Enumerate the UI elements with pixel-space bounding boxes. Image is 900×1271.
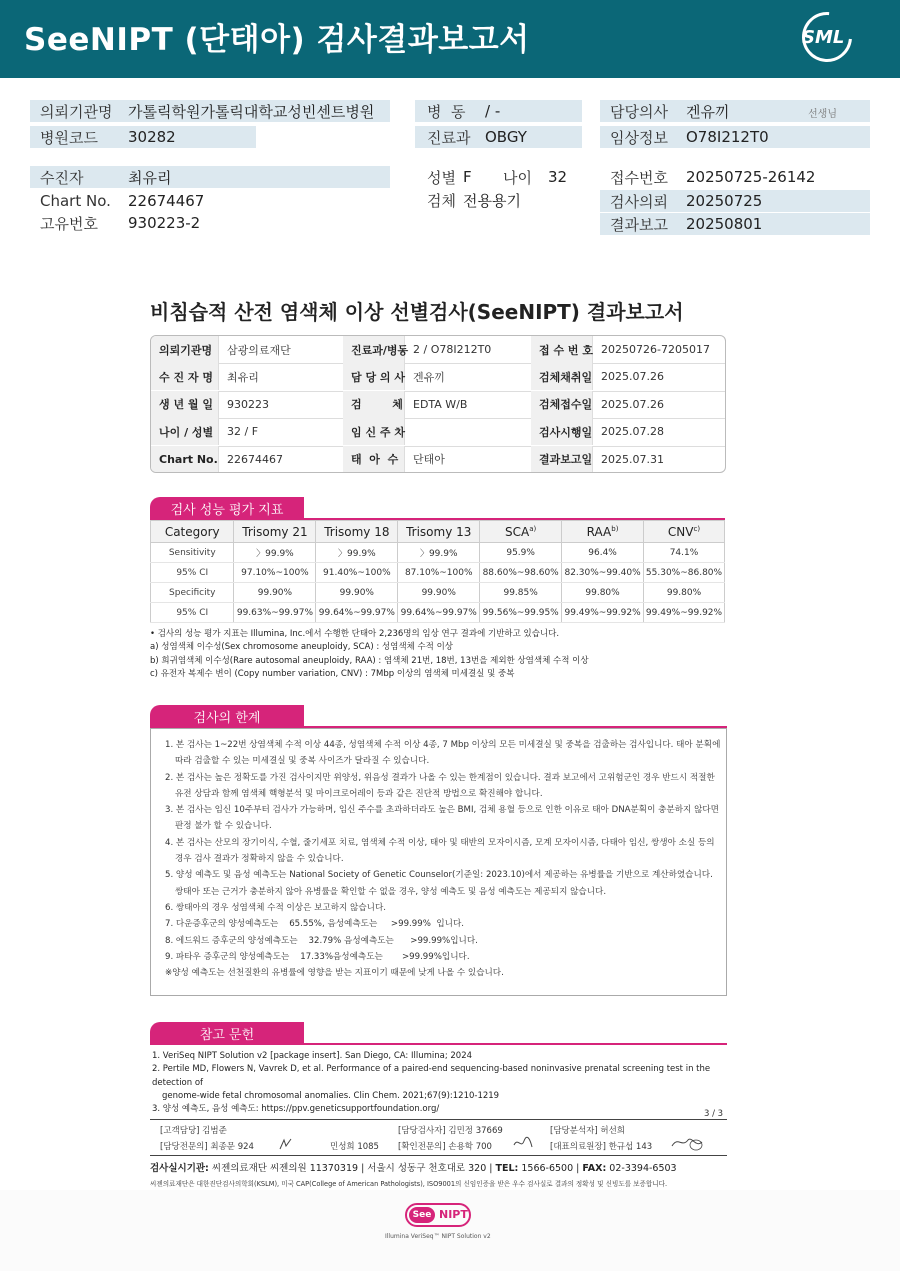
limit-line: 3. 본 검사는 임신 10주부터 검사가 가능하며, 임신 주수를 초과하더라도 높은 BMI, 검체 용혈 등으로 인한 이유로 태아 DNA분획이 충분하지 않다면 [165,805,719,816]
limit-line: 7. 다운증후군의 양성예측도는 65.55%, 음성예측도는 >99.99% 입니다. [165,919,464,930]
header-sca-sup: a) [529,524,537,533]
metric-value: 〉99.9% [316,543,398,563]
hospital-row [30,100,390,122]
report-value: 20250801 [686,215,763,233]
tel-label: TEL: [495,1163,519,1174]
clinical-value: O78I212T0 [686,128,769,146]
info-key: 생 년 월 일 [151,391,219,418]
logo-see: See [409,1207,435,1223]
metric-value: 74.1% [644,543,725,563]
staff-box [150,1119,727,1156]
info-key: 검체채취일 [531,363,593,390]
metric-value: 95.9% [480,543,562,563]
metric-value: 99.80% [562,583,644,603]
header-raa-text: RAA [586,524,612,539]
doctor-value: 겐유끼 [686,102,730,121]
info-key: 임 신 주 차 [343,418,405,445]
hospital-label: 의뢰기관명 [40,102,113,121]
metric-value: 99.85% [480,583,562,603]
note-line: • 검사의 성능 평가 지표는 Illumina, Inc.에서 수행한 단태아 2,236명의 임상 연구 결과에 기반하고 있습니다. [150,629,560,639]
dept-value: OBGY [485,128,527,146]
limit-line: 1. 본 검사는 1~22번 상염색체 수적 이상 44종, 성염색체 수적 이상 4종, 7 Mbp 이상의 모든 미세결실 및 중복을 검출하는 검사입니다. 태아 분획에 [165,740,721,750]
staff-director: [대표의료원장] 한규섭 143 [550,1142,653,1152]
uid-label: 고유번호 [40,214,98,233]
info-key: 진료과/병동 [343,336,405,363]
metric-value: 99.56%~99.95% [480,603,562,623]
performance-header-row [151,521,725,543]
receipt-label: 접수번호 [610,168,668,187]
metric-value: 〉99.9% [398,543,480,563]
address-label: 검사실시기관: [150,1163,209,1174]
metric-label: 95% CI [151,603,234,623]
doctor-suffix: 선생님 [808,109,837,120]
illumina-caption: Illumina VeriSeq™ NIPT Solution v2 [385,1233,491,1240]
staff-tech: [담당검사자] 김민정 37669 [398,1126,503,1136]
sml-logo [798,12,854,66]
request-row [600,190,870,212]
receipt-value: 20250725-26142 [686,168,816,186]
report-row [600,213,870,235]
performance-notes [150,628,589,681]
info-key: 의뢰기관명 [151,336,219,363]
seenipt-logo [405,1203,471,1227]
metric-value: 97.10%~100% [234,563,316,583]
doctor-row [600,100,870,122]
signature-icon [670,1134,704,1152]
hospital-code-label: 병원코드 [40,128,98,147]
staff-analyst: [담당분석자] 허선희 [550,1126,626,1136]
header-t21: Trisomy 21 [234,521,316,543]
info-key: 태 아 수 [343,446,405,473]
info-value: 20250726-7205017 [601,343,710,356]
uid-row [30,212,390,234]
name-value: 최유리 [128,168,172,187]
specimen-row [415,189,582,211]
references-section-title: 참고 문헌 [150,1022,304,1044]
chart-value: 22674467 [128,192,205,210]
info-key: 담 당 의 사 [343,363,405,390]
info-key: 접 수 번 호 [531,336,593,363]
info-value: 2025.07.26 [601,370,664,384]
info-key: 수 진 자 명 [151,363,219,390]
reference-line: genome-wide fetal chromosomal anomalies. Clin Chem. 2021;67(9):1210-1219 [162,1090,500,1101]
performance-row [151,563,725,583]
doctor-label: 담당의사 [610,102,668,121]
limits-list [165,737,719,981]
metric-value: 99.63%~99.97% [234,603,316,623]
staff-min: 민성희 1085 [330,1142,379,1152]
limit-line: 5. 양성 예측도 및 음성 예측도는 National Society of Genetic Counselor(기준일: 2023.10)에서 제공하는 유병률을 기반으로 계산하였습니다. [165,870,713,881]
references-divider [150,1043,727,1045]
limit-line: ※양성 예측도는 선천질환의 유병률에 영향을 받는 지표이기 때문에 낮게 나올 수 있습니다. [165,968,504,979]
info-value: 단태아 [413,453,445,467]
metric-label: Specificity [151,583,234,603]
header-t13: Trisomy 13 [398,521,480,543]
specimen-value: 전용용기 [463,191,521,210]
report-title: 비침습적 산전 염색체 이상 선별검사(SeeNIPT) 결과보고서 [150,300,684,324]
performance-section-title: 검사 성능 평가 지표 [150,497,304,519]
performance-row [151,583,725,603]
limit-line: 8. 에드워드 증후군의 양성예측도는 32.79% 음성예측도는 >99.99%입니다. [165,935,478,946]
uid-value: 930223-2 [128,214,201,232]
staff-confirm: [확인전문의] 손용학 700 [398,1142,492,1152]
metric-value: 99.64%~99.97% [398,603,480,623]
fax-label: FAX: [582,1163,607,1174]
info-value: 2 / O78I212T0 [413,343,492,356]
info-key: Chart No. [151,446,219,473]
metric-value: 82.30%~99.40% [562,563,644,583]
note-line: a) 성염색체 이수성(Sex chromosome aneuploidy, SCA) : 성염색체 수적 이상 [150,642,454,653]
reference-line: 2. Pertile MD, Flowers N, Vavrek D, et al. Performance of a paired-end sequencing-based noninvasive prenatal screening test in the detection of [152,1064,711,1088]
info-key: 검 체 [343,391,405,418]
limit-line: 따라 검출할 수 있는 미세결실 및 중복 사이즈가 달라질 수 있습니다. [175,756,430,767]
metric-value: 99.90% [316,583,398,603]
note-line: b) 희귀염색체 이수성(Rare autosomal aneuploidy, RAA) : 염색체 21번, 18번, 13번을 제외한 상염색체 수적 이상 [150,655,589,666]
info-value: 겐유끼 [413,370,445,384]
clinical-label: 임상정보 [610,128,668,147]
performance-row [151,543,725,563]
info-key: 결과보고일 [531,446,593,473]
hospital-code-value: 30282 [128,128,176,146]
metric-value: 91.40%~100% [316,563,398,583]
metric-value: 99.64%~99.97% [316,603,398,623]
metric-value: 96.4% [562,543,644,563]
limit-line: 6. 쌍태아의 경우 성염색체 수적 이상은 보고하지 않습니다. [165,902,386,913]
info-value: 삼광의료재단 [227,343,291,357]
specimen-label: 검체 [427,191,456,210]
info-value: EDTA W/B [413,397,468,411]
ward-label: 병 동 [427,102,466,121]
logo-nipt: NIPT [439,1208,468,1221]
limit-line: 유전 상담과 함께 염색체 핵형분석 및 마이크로어레이 등과 같은 진단적 방법으로 확진해야 합니다. [175,788,543,799]
sex-age-row [415,166,582,188]
chart-label: Chart No. [40,192,111,210]
address-text: 씨젠의료재단 씨젠의원 11370319 | 서울시 성동구 천호대로 320 | [208,1163,496,1174]
info-key: 검체접수일 [531,391,593,418]
staff-customer: [고객담당] 김범준 [160,1126,227,1136]
info-value: 2025.07.31 [601,452,664,466]
tel-value: 1566-6500 | [518,1163,583,1174]
metric-value: 99.90% [234,583,316,603]
header-t18: Trisomy 18 [316,521,398,543]
limit-line: 4. 본 검사는 산모의 장기이식, 수혈, 줄기세포 치료, 염색체 수적 이상, 태아 및 태반의 모자이시즘, 모계 모자이시즘, 다태아 임신, 쌍생아 소실 등의 [165,837,715,848]
performance-table [150,520,725,623]
ward-row [415,100,582,122]
dept-row [415,126,582,148]
performance-row [151,603,725,623]
metric-value: 99.49%~99.92% [562,603,644,623]
header-category: Category [151,521,234,543]
header-sca [480,521,562,543]
info-value: 32 / F [227,425,259,439]
header-raa-sup: b) [611,524,619,533]
info-value: 최유리 [227,370,259,384]
signature-icon [512,1135,534,1151]
page-title: SeeNIPT (단태아) 검사결과보고서 [24,22,530,58]
sex-label: 성별 [427,168,456,187]
name-row [30,166,390,188]
metric-value: 〉99.9% [234,543,316,563]
age-label: 나이 [503,168,532,187]
fax-value: 02-3394-6503 [606,1163,677,1174]
hospital-code-row [30,126,256,148]
limit-line: 9. 파타우 증후군의 양성예측도는 17.33%음성예측도는 >99.99%입니다. [165,951,470,962]
metric-value: 99.80% [644,583,725,603]
limit-line: 경우 검사 결과가 정확하지 않을 수 있습니다. [175,854,344,865]
metric-value: 55.30%~86.80% [644,563,725,583]
limit-line: 2. 본 검사는 높은 정확도를 가진 검사이지만 위양성, 위음성 결과가 나올 수 있는 한계점이 있습니다. 결과 보고에서 고위험군인 경우 반드시 적절한 [165,772,715,783]
info-value: 2025.07.26 [601,397,664,411]
chart-row [30,190,390,212]
metric-label: Sensitivity [151,543,234,563]
limits-section-title: 검사의 한계 [150,705,304,727]
address-line [150,1160,677,1174]
page-number: 3 / 3 [704,1109,724,1119]
signature-icon [278,1137,294,1151]
metric-value: 99.49%~99.92% [644,603,725,623]
header-cnv-sup: c) [693,524,701,533]
info-value [405,418,531,445]
info-key: 검사시행일 [531,418,593,445]
header-cnv-text: CNV [667,524,694,539]
reference-line: 3. 양성 예측도, 음성 예측도: https://ppv.geneticsupportfoundation.org/ [152,1104,440,1115]
header-raa [562,521,644,543]
dept-label: 진료과 [427,128,471,147]
sex-value: F [463,168,472,186]
info-table [150,335,726,473]
header-cnv [644,521,725,543]
info-value: 22674467 [227,452,283,466]
header-sca-text: SCA [505,524,530,539]
age-value: 32 [548,168,568,186]
logo-text: SML [802,27,845,48]
note-line: c) 유전자 복제수 변이 (Copy number variation, CNV) : 7Mbp 이상의 염색체 미세결실 및 중복 [150,668,515,679]
metric-value: 99.90% [398,583,480,603]
certification-text: 씨젠의료재단은 대한진단검사의학회(KSLM), 미국 CAP(College of American Pathologists), ISO9001의 신임인증을 받은 우수 검사실로 결과의 정확성 및 신빙도를 보증합니다. [150,1180,668,1188]
report-label: 결과보고 [610,215,668,234]
ward-value: / - [485,102,501,120]
metric-value: 88.60%~98.60% [480,563,562,583]
request-value: 20250725 [686,192,763,210]
info-value: 2025.07.28 [601,425,664,439]
metric-label: 95% CI [151,563,234,583]
limit-line: 쌍태아 또는 근거가 충분하지 않아 유병률을 확인할 수 없을 경우, 양성 예측도 및 음성 예측도는 제공되지 않습니다. [175,886,607,897]
staff-consult: [담당전문의] 최종문 924 [160,1142,254,1152]
hospital-value: 가톨릭학원가톨릭대학교성빈센트병원 [128,102,375,121]
clinical-row [600,126,870,148]
references-list [152,1050,732,1116]
info-key: 나이 / 성별 [151,418,219,445]
info-value: 930223 [227,397,269,411]
name-label: 수진자 [40,168,84,187]
receipt-row [600,166,870,188]
reference-line: 1. VeriSeq NIPT Solution v2 [package insert]. San Diego, CA: Illumina; 2024 [152,1051,473,1061]
request-label: 검사의뢰 [610,192,668,211]
limits-box [150,728,727,996]
header-bar [0,0,900,78]
limit-line: 판정 불가 할 수 있습니다. [175,821,272,832]
metric-value: 87.10%~100% [398,563,480,583]
